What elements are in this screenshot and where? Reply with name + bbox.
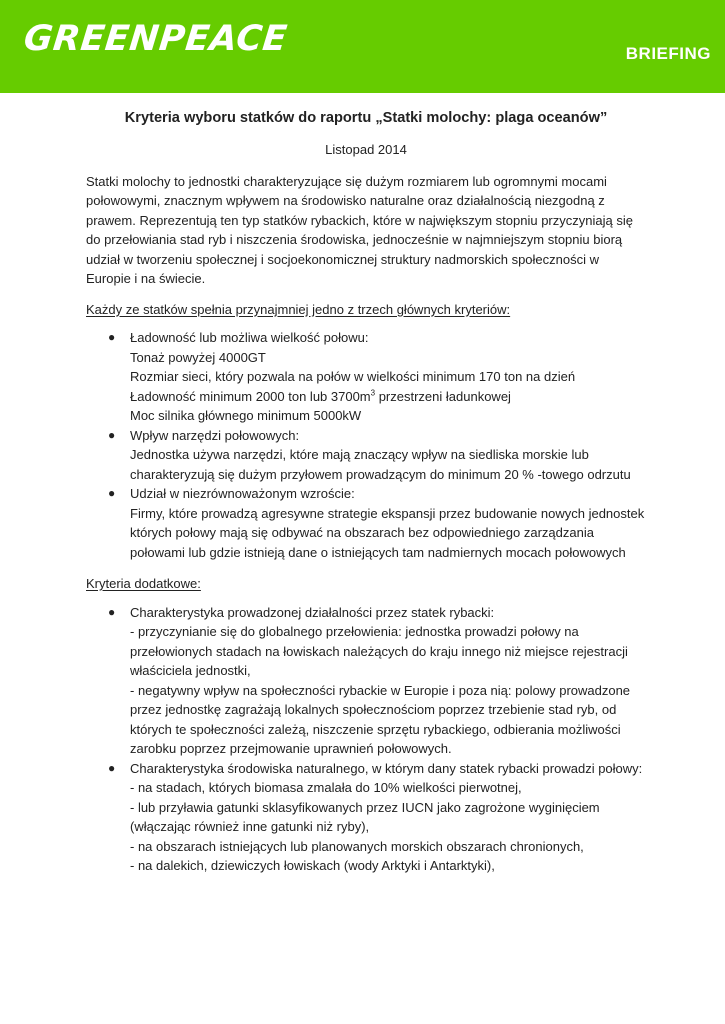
- criterion-text: Jednostka używa narzędzi, które mają znaczący wpływ na siedliska morskie lub charakteryzują się dużym przyłowem prowadzącym do minimum 20 % -towego odrzutu: [130, 447, 631, 482]
- list-item: [86, 426, 646, 485]
- criterion-subitem: - na obszarach istniejących lub planowanych morskich obszarach chronionych,: [130, 838, 584, 854]
- bullet-icon: ●: [108, 760, 116, 775]
- greenpeace-logo: GREENPEACE: [21, 19, 290, 59]
- document-title: Kryteria wyboru statków do raportu „Statki molochy: plaga oceanów”: [124, 110, 608, 126]
- bullet-icon: ●: [108, 330, 116, 344]
- criterion-subitem: - na dalekich, dziewiczych łowiskach (wody Arktyki i Antarktyki),: [130, 858, 495, 873]
- extra-criteria-list: [86, 603, 646, 876]
- criterion-label: Charakterystyka środowiska naturalnego, w którym dany statek rybacki prowadzi połowy:: [130, 760, 643, 776]
- main-criteria-list: [86, 328, 646, 562]
- document-body: [86, 108, 646, 876]
- capacity-text-end: przestrzeni ładunkowej: [375, 388, 511, 404]
- list-item: [86, 484, 646, 562]
- header-banner: [0, 0, 725, 93]
- intro-paragraph: Statki molochy to jednostki charakteryzujące się dużym rozmiarem lub ogromnymi mocami połowowymi, znacznym wpływem na środowisko naturalne oraz działalnością niezgodną z prawem. Reprezentują ten typ statków rybackich, które w największym stopniu przyczyniają się do przełowiania stad ryb i niszczenia środowiska, jednocześnie w najmniejszym stopniu biorą udział w tworzeniu społecznej i socjoekonomicznej struktury nadmorskich społeczności w Europie i na świecie.: [86, 173, 633, 286]
- bullet-icon: ●: [108, 486, 116, 500]
- extra-criteria-heading: Kryteria dodatkowe:: [86, 576, 201, 591]
- bullet-icon: ●: [108, 427, 116, 442]
- criterion-subitem: - lub przyławia gatunki sklasyfikowanych przez IUCN jako zagrożone wyginięciem (włączając również inne gatunki niż ryby),: [130, 799, 600, 834]
- criterion-subitem: - negatywny wpływ na społeczności rybackie w Europie i poza nią: polowy prowadzone przez jednostkę zagrażają lokalnych społecznościom poprzez trzebienie stad ryb, od których te społeczności zależą, niszczenie sprzętu rybackiego, odbierania możliwości zarobku poprzez przejmowanie uprawnień połowowych.: [130, 682, 631, 756]
- criterion-line: Tonaż powyżej 4000GT: [130, 349, 266, 365]
- criterion-label: Udział w niezrównoważonym wzroście:: [130, 486, 355, 501]
- criterion-label: Wpływ narzędzi połowowych:: [130, 427, 300, 443]
- criterion-line: [130, 387, 646, 407]
- briefing-label: BRIEFING: [625, 44, 711, 63]
- capacity-text: Ładowność minimum 2000 ton lub 3700m: [130, 388, 371, 404]
- main-criteria-heading: Każdy ze statków spełnia przynajmniej jedno z trzech głównych kryteriów:: [86, 301, 511, 317]
- criterion-line: Moc silnika głównego minimum 5000kW: [130, 408, 362, 423]
- criterion-label: Ładowność lub możliwa wielkość połowu:: [130, 330, 369, 345]
- bullet-icon: ●: [108, 604, 116, 619]
- document-date: Listopad 2014: [325, 142, 407, 157]
- criterion-subitem: - na stadach, których biomasa zmalała do 10% wielkości pierwotnej,: [130, 780, 522, 795]
- criterion-text: Firmy, które prowadzą agresywne strategie ekspansji przez budowanie nowych jednostek których połowy mają się odbywać na obszarach bez odpowiedniego zarządzania połowami lub gdzie istnieją dane o istniejących tam nadmiernych mocach połowowych: [130, 505, 645, 560]
- list-item: [86, 603, 646, 759]
- list-item: [86, 759, 646, 876]
- list-item: [86, 328, 646, 426]
- criterion-subitem: - przyczynianie się do globalnego przełowienia: jednostka prowadzi połowy na przełowionych stadach na łowiskach należących do kraju innego niż miejsce rejestracji właściciela jednostki,: [130, 624, 628, 678]
- criterion-line: Rozmiar sieci, który pozwala na połów w wielkości minimum 170 ton na dzień: [130, 369, 576, 384]
- capacity-superscript: 3: [370, 388, 376, 398]
- criterion-label: Charakterystyka prowadzonej działalności przez statek rybacki:: [130, 604, 495, 620]
